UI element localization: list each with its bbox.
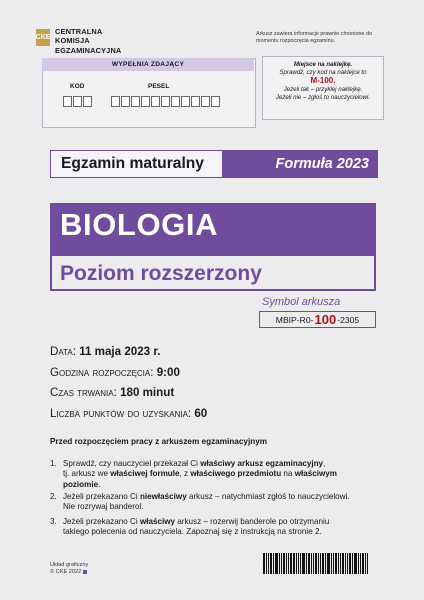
text-span: arkusz – rozerwij banderole po otrzymaniu bbox=[175, 517, 330, 526]
logo-line-1: CENTRALNA bbox=[55, 27, 103, 36]
pesel-field[interactable] bbox=[111, 96, 220, 107]
pesel-cell[interactable] bbox=[211, 96, 220, 107]
kod-field[interactable] bbox=[63, 96, 92, 107]
barcode-bar bbox=[281, 553, 282, 574]
meta-value: 180 minut bbox=[120, 386, 175, 399]
barcode-bar bbox=[275, 553, 278, 574]
barcode-bar bbox=[362, 553, 364, 574]
barcode-bar bbox=[320, 553, 321, 574]
barcode-bar bbox=[273, 553, 274, 574]
text-bold: właściwej formule bbox=[110, 469, 180, 479]
logo-line-2: KOMISJA bbox=[55, 36, 90, 46]
legal-notice: Arkusz zawiera informacje prawnie chronione do momentu rozpoczęcia egzaminu. bbox=[256, 31, 372, 44]
instruction-item-3 bbox=[50, 517, 376, 538]
barcode-bar bbox=[308, 553, 310, 574]
copyright: © CKE 2022 bbox=[50, 569, 82, 576]
text-span: tj. arkusz we bbox=[63, 469, 111, 479]
pesel-cell[interactable] bbox=[141, 96, 150, 107]
sticker-line-1: Miejsce na naklejkę. bbox=[293, 61, 353, 68]
kod-cell[interactable] bbox=[83, 96, 92, 107]
text-bold: właściwy arkusz egzaminacyjny bbox=[200, 459, 324, 468]
barcode-icon bbox=[263, 553, 378, 574]
instructions-title: Przed rozpoczęciem pracy z arkuszem egzaminacyjnym bbox=[50, 437, 268, 446]
barcode-bar bbox=[340, 553, 341, 574]
barcode-bar bbox=[315, 553, 317, 574]
barcode-bar bbox=[349, 553, 351, 574]
item-number: 2. bbox=[50, 492, 57, 501]
footer-line-1: Układ graficzny bbox=[50, 562, 89, 568]
text-span: Jeżeli przekazano Ci bbox=[63, 517, 140, 526]
cke-logo-text bbox=[55, 27, 121, 55]
barcode-bar bbox=[325, 553, 326, 574]
text-bold: właściwego przedmiotu bbox=[190, 469, 282, 479]
pesel-label: PESEL bbox=[148, 83, 170, 90]
barcode-bar bbox=[296, 553, 297, 574]
item-number: 3. bbox=[50, 517, 57, 526]
kod-cell[interactable] bbox=[63, 96, 72, 107]
text-span: , z bbox=[179, 469, 191, 479]
exam-name: Egzamin maturalny bbox=[51, 151, 221, 177]
kod-cell[interactable] bbox=[73, 96, 82, 107]
pesel-cell[interactable] bbox=[181, 96, 190, 107]
barcode-bar bbox=[335, 553, 337, 574]
symbol-suffix: -2305 bbox=[337, 314, 360, 325]
item-line bbox=[63, 480, 376, 490]
barcode-bar bbox=[286, 553, 287, 574]
text-bold: niewłaściwy bbox=[139, 492, 187, 501]
barcode-bar bbox=[360, 553, 361, 574]
pesel-cell[interactable] bbox=[131, 96, 140, 107]
symbol-code bbox=[259, 311, 376, 328]
barcode-bar bbox=[338, 553, 339, 574]
sticker-line-4: Jeżeli nie – zgłoś to nauczycielowi. bbox=[275, 93, 371, 101]
logo-line-3: EGZAMINACYJNA bbox=[55, 45, 122, 55]
item-line bbox=[63, 459, 376, 469]
text-span: , bbox=[323, 459, 326, 468]
text-span: Jeżeli przekazano Ci bbox=[63, 492, 140, 501]
barcode-bar bbox=[288, 553, 289, 574]
barcode-bar bbox=[367, 553, 368, 574]
barcode-bar bbox=[311, 553, 312, 574]
sticker-area bbox=[262, 56, 384, 120]
text-span: . bbox=[98, 479, 101, 489]
barcode-bar bbox=[306, 553, 307, 574]
barcode-bar bbox=[268, 553, 269, 574]
barcode-bar bbox=[327, 553, 330, 574]
subject-title: BIOLOGIA bbox=[60, 207, 219, 242]
text-span: Sprawdź, czy nauczyciel przekazał Ci bbox=[63, 459, 201, 468]
barcode-bar bbox=[352, 553, 353, 574]
text-bold: poziomie bbox=[63, 479, 99, 489]
meta-key: Czas trwania: bbox=[50, 386, 117, 399]
fill-box-header: WYPEŁNIA ZDAJĄCY bbox=[42, 58, 254, 71]
meta-value: 60 bbox=[194, 407, 208, 420]
kod-label: KOD bbox=[70, 83, 85, 90]
barcode-bar bbox=[290, 553, 292, 574]
barcode-bar bbox=[283, 553, 285, 574]
symbol-prefix: MBIP-R0- bbox=[275, 314, 314, 325]
barcode-bar bbox=[263, 553, 265, 574]
barcode-bar bbox=[318, 553, 319, 574]
meta-value: 11 maja 2023 r. bbox=[79, 345, 161, 358]
barcode-bar bbox=[300, 553, 301, 574]
pesel-cell[interactable] bbox=[111, 96, 120, 107]
pesel-cell[interactable] bbox=[151, 96, 160, 107]
meta-start-time bbox=[50, 366, 180, 379]
pesel-cell[interactable] bbox=[171, 96, 180, 107]
meta-key: Data: bbox=[50, 345, 76, 358]
item-line bbox=[63, 517, 376, 527]
symbol-label: Symbol arkusza bbox=[262, 296, 341, 308]
sticker-code: M-100. bbox=[310, 76, 336, 86]
exam-formula: Formuła 2023 bbox=[222, 151, 377, 177]
sticker-line-2: Sprawdź, czy kod na naklejce to bbox=[279, 69, 367, 77]
barcode-bar bbox=[347, 553, 348, 574]
small-mark-icon bbox=[83, 570, 87, 574]
pesel-cell[interactable] bbox=[121, 96, 130, 107]
meta-duration bbox=[50, 386, 174, 399]
barcode-bar bbox=[270, 553, 272, 574]
barcode-bar bbox=[333, 553, 334, 574]
instruction-item-1 bbox=[50, 459, 376, 490]
text-span: na bbox=[281, 469, 295, 479]
barcode-bar bbox=[354, 553, 357, 574]
instruction-item-2 bbox=[50, 492, 376, 513]
item-number: 1. bbox=[50, 459, 57, 468]
barcode-bar bbox=[293, 553, 295, 574]
item-line: Nie rozrywaj banderol. bbox=[63, 502, 144, 512]
barcode-bar bbox=[345, 553, 346, 574]
meta-key: Liczba punktów do uzyskania: bbox=[50, 407, 192, 420]
meta-date bbox=[50, 345, 160, 358]
sticker-line-3: Jeżeli tak – przyklej naklejkę. bbox=[283, 85, 363, 93]
item-line bbox=[63, 492, 376, 502]
barcode-bar bbox=[313, 553, 314, 574]
barcode-bar bbox=[302, 553, 305, 574]
footer-line-2 bbox=[50, 569, 88, 576]
barcode-bar bbox=[266, 553, 267, 574]
barcode-bar bbox=[331, 553, 332, 574]
text-span: arkusz – natychmiast zgłoś to nauczycielowi. bbox=[186, 492, 350, 501]
meta-points bbox=[50, 407, 207, 420]
barcode-bar bbox=[365, 553, 366, 574]
barcode-bar bbox=[279, 553, 280, 574]
symbol-number: 100 bbox=[314, 312, 337, 327]
meta-key: Godzina rozpoczęcia: bbox=[50, 366, 154, 379]
text-bold: właściwy bbox=[139, 517, 176, 526]
subject-level: Poziom rozszerzony bbox=[60, 262, 262, 285]
pesel-cell[interactable] bbox=[201, 96, 210, 107]
item-line bbox=[63, 469, 376, 479]
footer bbox=[50, 562, 88, 576]
barcode-bar bbox=[342, 553, 344, 574]
cke-logo-icon: CKE bbox=[36, 29, 50, 46]
barcode-bar bbox=[298, 553, 299, 574]
barcode-bar bbox=[322, 553, 324, 574]
meta-value: 9:00 bbox=[156, 366, 180, 379]
text-bold: właściwym bbox=[294, 469, 337, 479]
pesel-cell[interactable] bbox=[161, 96, 170, 107]
pesel-cell[interactable] bbox=[191, 96, 200, 107]
item-line: takiego polecenia od nauczyciela. Zapoznaj się z instrukcją na stronie 2. bbox=[63, 527, 322, 537]
barcode-bar bbox=[358, 553, 359, 574]
